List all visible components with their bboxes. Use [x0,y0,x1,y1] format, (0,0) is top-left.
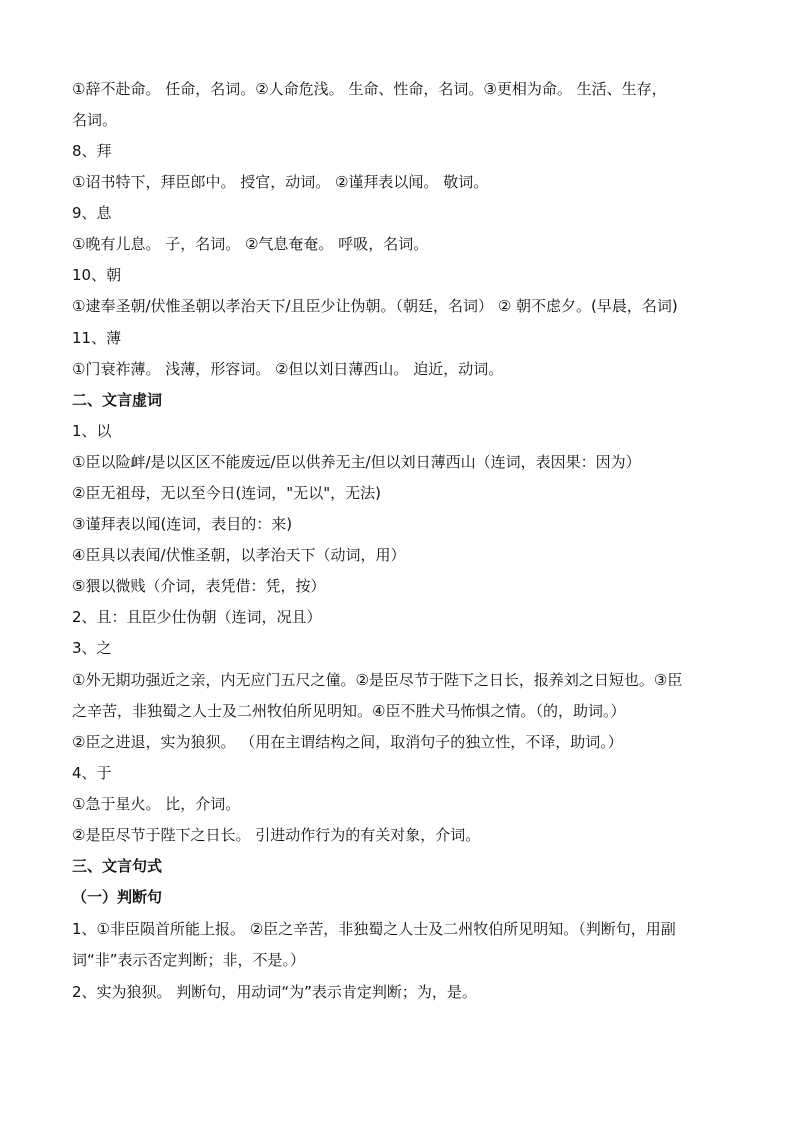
item-heading: 11、薄 [72,329,122,347]
subsection-heading: （一）判断句 [72,888,163,906]
text-line: ④臣具以表闻/伏惟圣朝，以孝治天下（动词，用） [72,546,406,564]
text-line: ①诏书特下，拜臣郎中。 授官，动词。 ②谨拜表以闻。 敬词。 [72,173,489,191]
item-heading: 9、息 [72,204,112,222]
text-line: 1、①非臣陨首所能上报。 ②臣之辛苦，非独蜀之人士及二州牧伯所见明知。（判断句，用副 [72,920,676,938]
text-line: ②臣无祖母，无以至今日(连词，"无以"，无法) [72,484,381,502]
text-line: 词“非”表示否定判断；非，不是。） [72,951,306,969]
text-line: 名词。 [72,111,118,129]
item-heading: 8、拜 [72,142,112,160]
text-line: ①门衰祚薄。 浅薄，形容词。 ②但以刘日薄西山。 迫近，动词。 [72,360,504,378]
text-line: ①逮奉圣朝/伏惟圣朝以孝治天下/且臣少让伪朝。（朝廷，名词） ② 朝不虑夕。(早晨，名词) [72,297,678,315]
item-heading: 1、以 [72,422,112,440]
text-line: 2、实为狼狈。 判断句，用动词“为”表示肯定判断；为，是。 [72,983,477,1001]
section-heading: 三、文言句式 [72,857,163,875]
item-heading: 3、之 [72,639,112,657]
item-heading: 4、于 [72,764,112,782]
text-line: 之辛苦，非独蜀之人士及二州牧伯所见明知。④臣不胜犬马怖惧之情。（的，助词。） [72,702,626,720]
section-heading: 二、文言虚词 [72,391,163,409]
text-line: ②是臣尽节于陛下之日长。 引进动作行为的有关对象，介词。 [72,826,481,844]
text-line: ⑤猥以微贱（介词，表凭借：凭，按） [72,577,326,595]
text-line: ②臣之进退，实为狼狈。 （用在主谓结构之间，取消句子的独立性，不译，助词。） [72,733,623,751]
text-line: ①臣以险衅/是以区区不能废远/臣以供养无主/但以刘日薄西山（连词，表因果：因为） [72,453,641,471]
item-heading: 2、且：且臣少仕伪朝（连词，况且） [72,608,322,626]
text-line: ①外无期功强近之亲，内无应门五尺之僮。②是臣尽节于陛下之日长，报养刘之日短也。③臣 [72,671,683,689]
item-heading: 10、朝 [72,266,122,284]
text-line: ①辞不赴命。 任命，名词。②人命危浅。 生命、性命，名词。③更相为命。 生活、生存， [72,80,667,98]
text-line: ①急于星火。 比，介词。 [72,795,241,813]
text-line: ③谨拜表以闻(连词，表目的：来) [72,515,293,533]
text-line: ①晚有儿息。 子，名词。 ②气息奄奄。 呼吸，名词。 [72,235,429,253]
